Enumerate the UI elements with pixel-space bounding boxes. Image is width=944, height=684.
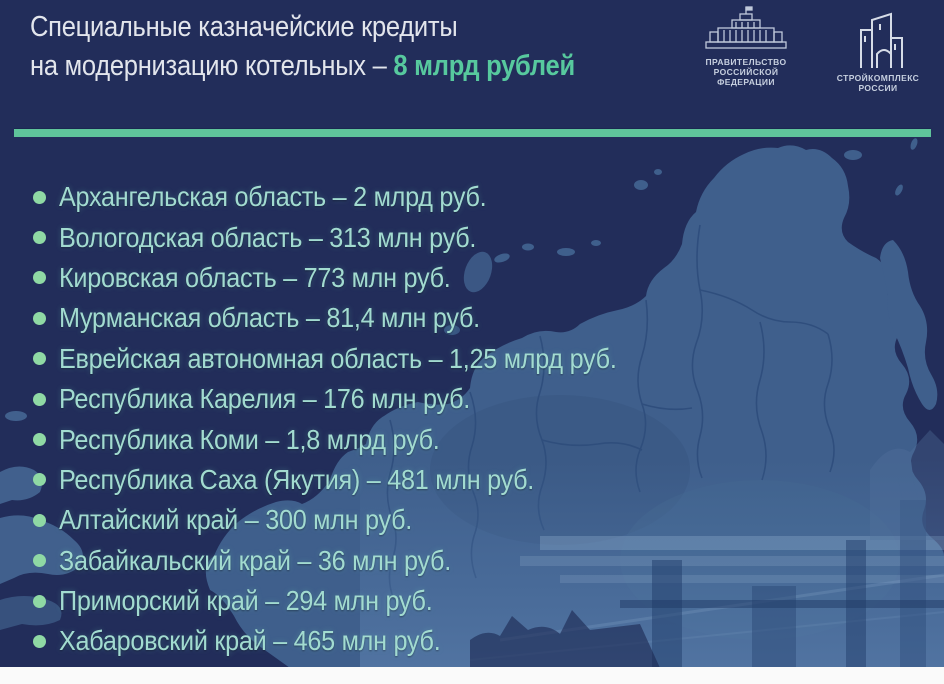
list-item-text: Алтайский край – 300 млн руб.: [59, 504, 413, 536]
list-item-text: Вологодская область – 313 млн руб.: [59, 221, 477, 253]
bullet-icon: [33, 312, 46, 325]
list-item: [30, 581, 679, 621]
list-item-text: Забайкальский край – 36 млн руб.: [59, 544, 451, 576]
list-item: [30, 339, 679, 379]
bullet-icon: [33, 595, 46, 608]
list-item-text: Архангельская область – 2 млрд руб.: [59, 181, 487, 213]
list-item: [30, 217, 679, 257]
list-item: [30, 177, 679, 217]
list-item: [30, 621, 679, 661]
list-item-text: Республика Коми – 1,8 млрд руб.: [59, 423, 440, 455]
bullet-icon: [33, 433, 46, 446]
list-item: [30, 500, 679, 540]
bottom-white-strip: [0, 667, 944, 684]
list-item: [30, 379, 679, 419]
list-item: [30, 541, 679, 581]
list-item: [30, 419, 679, 459]
list-item-text: Приморский край – 294 млн руб.: [59, 585, 433, 617]
bullet-icon: [33, 231, 46, 244]
list-item: [30, 258, 679, 298]
bullet-icon: [33, 271, 46, 284]
bullet-icon: [33, 393, 46, 406]
bullet-icon: [33, 635, 46, 648]
government-house-icon: [703, 6, 789, 54]
list-item-text: Республика Саха (Якутия) – 481 млн руб.: [59, 463, 535, 495]
list-item: [30, 460, 679, 500]
stroykompleks-logo: [824, 12, 932, 93]
government-logo: [694, 6, 798, 87]
list-item-text: Республика Карелия – 176 млн руб.: [59, 383, 470, 415]
page-title: [30, 8, 649, 86]
list-item-text: Еврейская автономная область – 1,25 млрд руб.: [59, 342, 617, 374]
government-logo-caption: ПРАВИТЕЛЬСТВО РОССИЙСКОЙ ФЕДЕРАЦИИ: [705, 57, 787, 87]
title-line-2: на модернизацию котельных –: [30, 50, 394, 82]
title-line-1: Специальные казначейские кредиты: [30, 11, 458, 43]
list-item-text: Хабаровский край – 465 млн руб.: [59, 625, 441, 657]
list-item-text: Кировская область – 773 млн руб.: [59, 261, 451, 293]
bullet-icon: [33, 473, 46, 486]
bullet-icon: [33, 554, 46, 567]
divider-line: [14, 128, 931, 137]
buildings-outline-icon: [847, 12, 909, 70]
list-item: [30, 298, 679, 338]
bullet-icon: [33, 191, 46, 204]
title-amount-highlight: 8 млрд рублей: [393, 50, 575, 82]
bullet-icon: [33, 352, 46, 365]
stroykompleks-logo-caption: СТРОЙКОМПЛЕКС РОССИИ: [836, 73, 920, 93]
credits-list: [30, 177, 679, 662]
list-item-text: Мурманская область – 81,4 млн руб.: [59, 302, 480, 334]
bullet-icon: [33, 514, 46, 527]
